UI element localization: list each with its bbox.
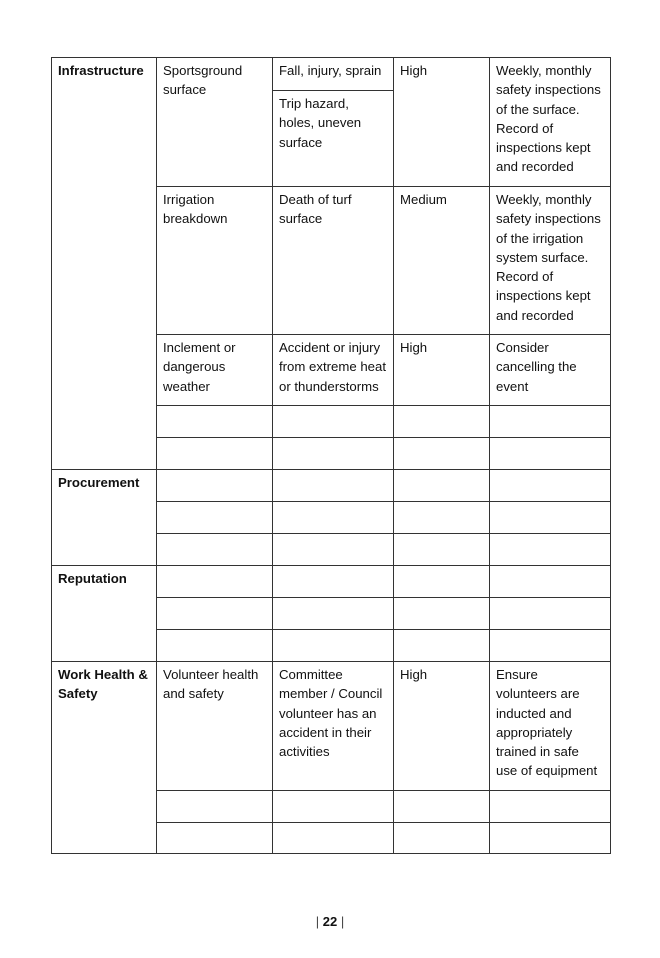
category-cell [52, 566, 157, 662]
cell-text-line: surface [279, 134, 323, 150]
cell-text-line: event [496, 378, 529, 394]
empty-cell [273, 470, 394, 502]
rating-cell [394, 187, 490, 335]
empty-cell [490, 566, 611, 598]
rating-cell [394, 58, 490, 187]
cell-text-line: and safety [163, 686, 224, 702]
empty-cell [157, 791, 273, 823]
empty-cell [394, 534, 490, 566]
cell-text-line: holes, uneven [279, 115, 362, 131]
empty-cell [157, 630, 273, 662]
empty-cell [273, 566, 394, 598]
cell-text-line: from extreme heat [279, 359, 387, 375]
cell-text-line: volunteers are [496, 686, 580, 702]
empty-cell [157, 470, 273, 502]
empty-cell [490, 791, 611, 823]
empty-cell [490, 534, 611, 566]
empty-cell [490, 598, 611, 630]
cell-text-line: surface [163, 82, 207, 98]
empty-cell [273, 502, 394, 534]
category-cell [52, 662, 157, 854]
cause-cell [157, 187, 273, 335]
cell-text-line: system surface. [496, 249, 589, 265]
empty-cell [157, 438, 273, 470]
cell-text-line: activities [279, 744, 330, 760]
cell-text-line: Fall, injury, sprain [279, 63, 382, 78]
empty-cell [273, 406, 394, 438]
cell-text-line: Weekly, monthly [496, 192, 592, 207]
empty-cell [394, 791, 490, 823]
cell-text-line: of the surface. [496, 101, 580, 117]
empty-cell [394, 823, 490, 854]
cell-text-line: Procurement [58, 475, 140, 490]
cell-text-line: weather [163, 378, 210, 394]
empty-cell [273, 630, 394, 662]
risk-cell [273, 91, 394, 187]
empty-cell [394, 502, 490, 534]
empty-cell [394, 438, 490, 470]
empty-cell [273, 438, 394, 470]
cell-text-line: Trip hazard, [279, 96, 349, 111]
cell-text-line: Weekly, monthly [496, 63, 592, 78]
risk-table [51, 57, 611, 854]
cell-text-line: Infrastructure [58, 63, 144, 78]
cell-text-line: Volunteer health [163, 667, 259, 682]
category-cell [52, 58, 157, 470]
cell-text-line: High [400, 340, 428, 355]
risk-cell [273, 187, 394, 335]
cell-text-line: Sportsground [163, 63, 243, 78]
cell-text-line: Committee [279, 667, 343, 682]
cell-text-line: use of equipment [496, 763, 598, 779]
table-row [52, 58, 611, 91]
rating-cell [394, 335, 490, 406]
cell-text-line: inspections kept [496, 288, 591, 304]
control-cell [490, 335, 611, 406]
cell-text-line: breakdown [163, 211, 228, 227]
cell-text-line: and recorded [496, 159, 574, 175]
cell-text-line: dangerous [163, 359, 226, 375]
control-cell [490, 662, 611, 791]
risk-cell [273, 335, 394, 406]
empty-cell [490, 470, 611, 502]
cell-text-line: surface [279, 211, 323, 227]
cell-text-line: Inclement or [163, 340, 236, 355]
control-cell [490, 187, 611, 335]
cell-text-line: Safety [58, 686, 98, 702]
cell-text-line: Accident or injury [279, 340, 381, 355]
cell-text-line: Work Health & [58, 667, 148, 682]
risk-cell [273, 662, 394, 791]
cause-cell [157, 58, 273, 187]
cell-text-line: of the irrigation [496, 230, 584, 246]
empty-cell [157, 823, 273, 854]
page-footer: | 22 | [315, 914, 345, 929]
cell-text-line: or thunderstorms [279, 378, 379, 394]
risk-cell [273, 58, 394, 91]
empty-cell [157, 534, 273, 566]
empty-cell [394, 470, 490, 502]
table-row [52, 470, 611, 502]
empty-cell [273, 534, 394, 566]
cell-text-line: safety inspections [496, 211, 601, 227]
cell-text-line: cancelling the [496, 359, 577, 375]
cell-text-line: inspections kept [496, 140, 591, 156]
cell-text-line: trained in safe [496, 744, 579, 760]
empty-cell [157, 598, 273, 630]
rating-cell [394, 662, 490, 791]
cell-text-line: safety inspections [496, 82, 601, 98]
empty-cell [394, 566, 490, 598]
cell-text-line: High [400, 667, 428, 682]
table-row [52, 566, 611, 598]
cell-text-line: appropriately [496, 724, 573, 740]
cell-text-line: Medium [400, 192, 447, 207]
empty-cell [490, 630, 611, 662]
empty-cell [394, 406, 490, 438]
empty-cell [157, 406, 273, 438]
empty-cell [273, 823, 394, 854]
cell-text-line: inducted and [496, 705, 572, 721]
cell-text-line: volunteer has an [279, 705, 377, 721]
empty-cell [490, 406, 611, 438]
page-number: 22 [322, 914, 338, 929]
control-cell [490, 58, 611, 187]
empty-cell [490, 438, 611, 470]
table-row [52, 662, 611, 791]
empty-cell [157, 502, 273, 534]
cell-text-line: and recorded [496, 307, 574, 323]
empty-cell [157, 566, 273, 598]
empty-cell [490, 502, 611, 534]
cell-text-line: Reputation [58, 571, 127, 586]
cell-text-line: Irrigation [163, 192, 215, 207]
cell-text-line: Consider [496, 340, 549, 355]
cause-cell [157, 335, 273, 406]
cause-cell [157, 662, 273, 791]
cell-text-line: accident in their [279, 724, 372, 740]
cell-text-line: member / Council [279, 686, 383, 702]
cell-text-line: Record of [496, 269, 554, 285]
cell-text-line: High [400, 63, 428, 78]
empty-cell [394, 598, 490, 630]
cell-text-line: Ensure [496, 667, 538, 682]
category-cell [52, 470, 157, 566]
empty-cell [273, 598, 394, 630]
cell-text-line: Record of [496, 120, 554, 136]
cell-text-line: Death of turf [279, 192, 352, 207]
empty-cell [490, 823, 611, 854]
empty-cell [394, 630, 490, 662]
empty-cell [273, 791, 394, 823]
